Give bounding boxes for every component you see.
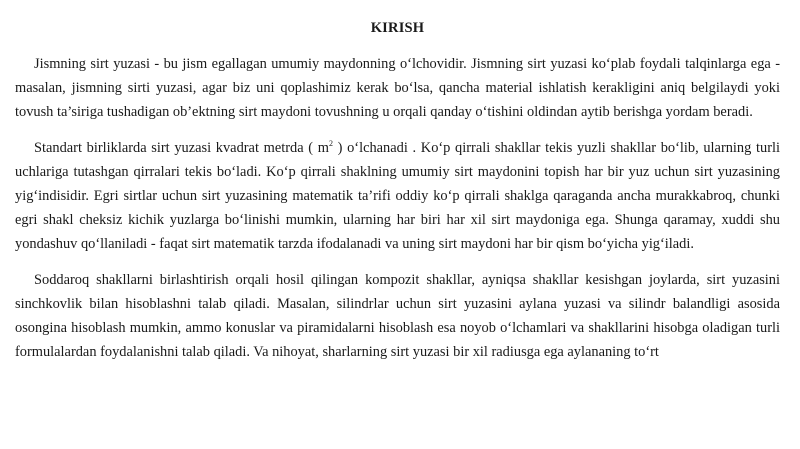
paragraph-2-before: Standart birliklarda sirt yuzasi kvadrat metrda ( m (34, 140, 329, 156)
superscript-exponent: 2 (328, 139, 333, 149)
page-title: KIRISH (370, 20, 425, 36)
paragraph-3: Soddaroq shakllarni birlashtirish orqali hosil qilingan kompozit shakllar, ayniqsa shakllar kesishgan joylarda, sirt yuzasini sinchkovlik bilan hisoblashni talab qiladi. Masalan, silindrlar uchun sirt yuzasini aylana yuzasi va silindr balandligi asosida osongina hisoblash mumkin, ammo konuslar va piramidalarni hisoblash esa noyob o‘lchamlari va shakllarini hisobga oladigan turli formulalardan foydalanishni talab qiladi. Va nihoyat, sharlarning sirt yuzasi bir xil radiusga ega aylananing to‘rt (15, 272, 780, 360)
paragraph-2-after: ) o‘lchanadi . Ko‘p qirrali shakllar tekis yuzli shakllar bo‘lib, ularning turli uchlariga tutashgan qirralari tekis bo‘ladi. Ko‘p qirrali shaklning umumiy sirt maydonini topish har bir yuz uchun sirt yuzasining yig‘indisidir. Egri sirtlar uchun sirt yuzasining matematik ta’rifi oddiy ko‘p qirrali shaklga qaraganda ancha murakkabroq, chunki egri shakl cheksiz kichik yuzlarga bo‘linishi mumkin, ularning har biri har xil sirt maydoniga ega. Shunga qaramay, xuddi shu yondashuv qo‘llaniladi - faqat sirt matematik tarzda ifodalanadi va uning sirt maydoni har bir qism bo‘yicha yig‘iladi. (15, 140, 780, 252)
paragraph-1: Jismning sirt yuzasi - bu jism egallagan umumiy maydonning o‘lchovidir. Jismning sirt yuzasi ko‘plab foydali talqinlarga ega - masalan, jismning sirti yuzasi, agar biz uni qoplashimiz kerak bo‘lsa, qancha material ishlatish kerakligini aniq belgilaydi yoki tovush ta’siriga tushadigan ob’ektning sirt maydoni tovushning u orqali qanday o‘tishini oldindan aytib berishga yordam beradi. (15, 56, 780, 120)
paragraph-2 (15, 136, 780, 256)
